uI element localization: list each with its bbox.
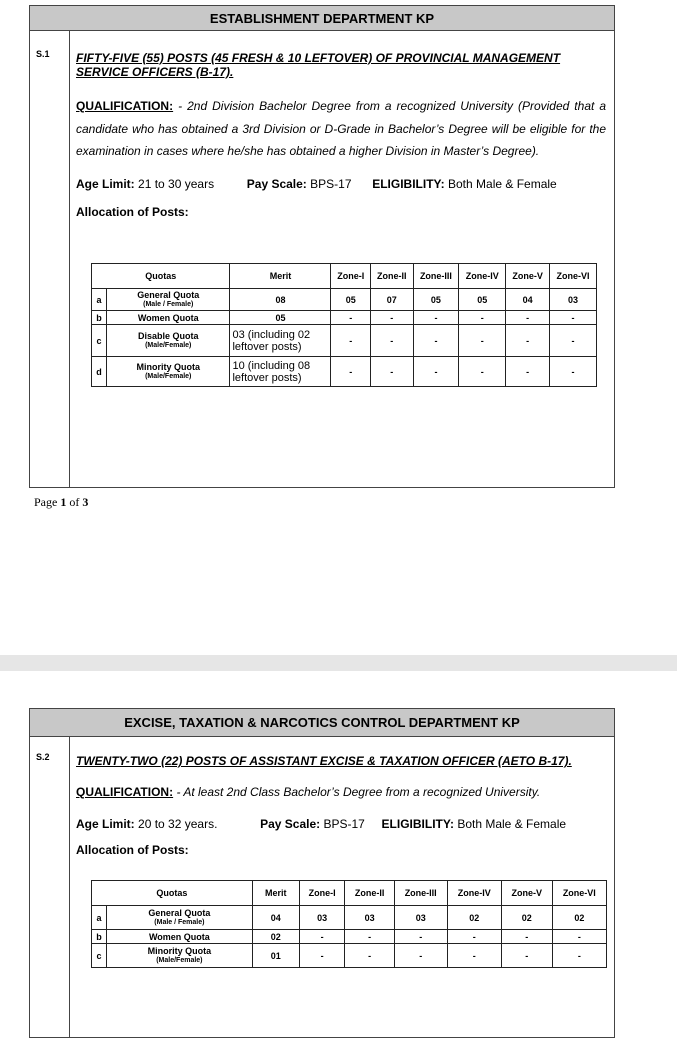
zone-cell: 02	[501, 906, 552, 930]
table-header-cell: Zone-V	[506, 264, 550, 289]
zone-cell: -	[413, 325, 459, 357]
zone-cell: -	[447, 944, 501, 968]
table-row	[92, 325, 597, 357]
qualification	[76, 781, 606, 804]
zone-cell: -	[550, 311, 597, 325]
quota-cell	[107, 289, 230, 311]
quota-name: General Quota	[148, 907, 211, 918]
merit-cell: 02	[252, 930, 299, 944]
zone-cell: -	[550, 325, 597, 357]
zone-cell: -	[459, 311, 506, 325]
zone-cell: -	[552, 930, 606, 944]
eligibility-label: ELIGIBILITY:	[372, 176, 445, 191]
zone-cell: 03	[345, 906, 394, 930]
table-header-row	[92, 264, 597, 289]
table-row	[92, 311, 597, 325]
eligibility-row	[76, 177, 606, 191]
zone-cell: -	[506, 357, 550, 387]
table-row	[92, 944, 607, 968]
document-page-2	[0, 671, 677, 1024]
pay-label: Pay Scale:	[246, 176, 307, 191]
quota-subtext: (Male / Female)	[154, 918, 205, 926]
section-establishment	[29, 5, 615, 488]
table-header-row	[92, 881, 607, 906]
quota-cell	[107, 944, 253, 968]
qualification-text: - At least 2nd Class Bachelor’s Degree from a recognized University.	[173, 785, 541, 799]
zone-cell: -	[394, 930, 447, 944]
pay-value: BPS-17	[323, 816, 365, 831]
zone-cell: 03	[550, 289, 597, 311]
section-excise	[29, 708, 615, 1038]
serial-column-divider	[69, 31, 70, 487]
table-header-cell: Zone-II	[371, 264, 414, 289]
zone-cell: -	[331, 311, 371, 325]
quota-cell	[107, 930, 253, 944]
quota-name: Women Quota	[137, 312, 199, 323]
zone-cell: 04	[506, 289, 550, 311]
table-header-cell: Zone-V	[501, 881, 552, 906]
zone-cell: -	[345, 944, 394, 968]
zone-cell: -	[501, 944, 552, 968]
table-header-cell: Zone-III	[394, 881, 447, 906]
age-label: Age Limit:	[76, 816, 135, 831]
table-header-cell: Quotas	[92, 881, 253, 906]
table-header-cell: Zone-IV	[447, 881, 501, 906]
zone-cell: -	[331, 357, 371, 387]
department-header: EXCISE, TAXATION & NARCOTICS CONTROL DEPARTMENT KP	[30, 709, 614, 737]
merit-cell: 05	[230, 311, 331, 325]
row-index: a	[92, 906, 107, 930]
table-header-cell: Zone-I	[331, 264, 371, 289]
section-body	[76, 754, 606, 857]
footer-total-pages: 3	[82, 495, 89, 509]
merit-cell: 04	[252, 906, 299, 930]
table-header-cell: Zone-VI	[552, 881, 606, 906]
footer-current-page: 1	[60, 495, 67, 509]
table-row	[92, 930, 607, 944]
footer-prefix: Page	[34, 495, 61, 509]
eligibility-label: ELIGIBILITY:	[381, 816, 454, 831]
qualification-label: QUALIFICATION:	[76, 785, 174, 799]
qualification	[76, 95, 606, 163]
zone-cell: -	[371, 357, 414, 387]
quota-cell	[107, 906, 253, 930]
row-index: a	[92, 289, 107, 311]
section-body	[76, 51, 606, 219]
table-header-cell: Merit	[230, 264, 331, 289]
serial-number: S.2	[36, 752, 50, 762]
post-title: TWENTY-TWO (22) POSTS OF ASSISTANT EXCISE & TAXATION OFFICER (AETO B-17).	[76, 754, 572, 768]
eligibility-value: Both Male & Female	[448, 176, 557, 191]
eligibility-value: Both Male & Female	[457, 816, 567, 831]
zone-cell: 05	[459, 289, 506, 311]
zone-cell: -	[550, 357, 597, 387]
row-index: b	[92, 930, 107, 944]
table-header-cell: Zone-IV	[459, 264, 506, 289]
page-footer	[34, 495, 88, 510]
page-separator	[0, 655, 677, 671]
zone-cell: -	[413, 357, 459, 387]
zone-cell: 02	[552, 906, 606, 930]
zone-cell: 03	[299, 906, 345, 930]
eligibility-row	[76, 817, 606, 831]
footer-of: of	[66, 495, 83, 509]
merit-cell: 08	[230, 289, 331, 311]
zone-cell: -	[506, 311, 550, 325]
table-row	[92, 906, 607, 930]
quota-name: Disable Quota	[137, 330, 199, 341]
zone-cell: -	[345, 930, 394, 944]
zone-cell: 02	[447, 906, 501, 930]
table-header-cell: Quotas	[92, 264, 230, 289]
quota-subtext: (Male/Female)	[145, 341, 192, 349]
allocation-label: Allocation of Posts:	[76, 204, 189, 219]
table-header-cell: Zone-III	[413, 264, 459, 289]
zone-cell: -	[413, 311, 459, 325]
zone-cell: -	[394, 944, 447, 968]
table-row	[92, 357, 597, 387]
quota-name: General Quota	[137, 289, 200, 300]
zone-cell: -	[331, 325, 371, 357]
quota-name: Minority Quota	[136, 361, 200, 372]
row-index: d	[92, 357, 107, 387]
pay-value: BPS-17	[310, 176, 352, 191]
serial-number: S.1	[36, 49, 50, 59]
zone-cell: 03	[394, 906, 447, 930]
table-header-cell: Zone-II	[345, 881, 394, 906]
allocation-table	[91, 263, 597, 387]
zone-cell: -	[552, 944, 606, 968]
table-header-cell: Zone-I	[299, 881, 345, 906]
zone-cell: -	[459, 357, 506, 387]
post-title: FIFTY-FIVE (55) POSTS (45 FRESH & 10 LEFTOVER) OF PROVINCIAL MANAGEMENT SERVICE OFFICERS (B-17).	[76, 51, 561, 79]
allocation-label: Allocation of Posts:	[76, 842, 189, 857]
quota-subtext: (Male/Female)	[156, 956, 203, 964]
merit-cell: 01	[252, 944, 299, 968]
zone-cell: 05	[413, 289, 459, 311]
table-row	[92, 289, 597, 311]
quota-cell	[107, 357, 230, 387]
zone-cell: -	[299, 930, 345, 944]
age-label: Age Limit:	[76, 176, 135, 191]
quota-subtext: (Male/Female)	[145, 372, 192, 380]
zone-cell: -	[501, 930, 552, 944]
quota-cell	[107, 311, 230, 325]
age-value: 21 to 30 years	[138, 176, 215, 191]
qualification-text: - 2nd Division Bachelor Degree from a recognized University (Provided that a candidate who has obtained a 3rd Division or D-Grade in Bachelor’s Degree will be eligible for the examination in cases where he/she has obtained a higher Division in Master’s Degree).	[76, 99, 606, 158]
quota-name: Minority Quota	[147, 945, 212, 956]
row-index: b	[92, 311, 107, 325]
allocation-table	[91, 880, 607, 968]
zone-cell: -	[447, 930, 501, 944]
pay-label: Pay Scale:	[260, 816, 321, 831]
zone-cell: 07	[371, 289, 414, 311]
quota-cell	[107, 325, 230, 357]
row-index: c	[92, 944, 107, 968]
zone-cell: -	[371, 311, 414, 325]
serial-column-divider	[69, 737, 70, 1037]
merit-cell: 10 (including 08 leftover posts)	[230, 357, 331, 387]
merit-cell: 03 (including 02 leftover posts)	[230, 325, 331, 357]
age-value: 20 to 32 years.	[138, 816, 218, 831]
zone-cell: -	[371, 325, 414, 357]
qualification-label: QUALIFICATION:	[76, 99, 174, 113]
zone-cell: -	[299, 944, 345, 968]
department-header: ESTABLISHMENT DEPARTMENT KP	[30, 6, 614, 31]
quota-subtext: (Male / Female)	[143, 300, 194, 308]
table-header-cell: Merit	[252, 881, 299, 906]
table-header-cell: Zone-VI	[550, 264, 597, 289]
row-index: c	[92, 325, 107, 357]
quota-name: Women Quota	[148, 931, 210, 942]
zone-cell: -	[506, 325, 550, 357]
zone-cell: -	[459, 325, 506, 357]
zone-cell: 05	[331, 289, 371, 311]
